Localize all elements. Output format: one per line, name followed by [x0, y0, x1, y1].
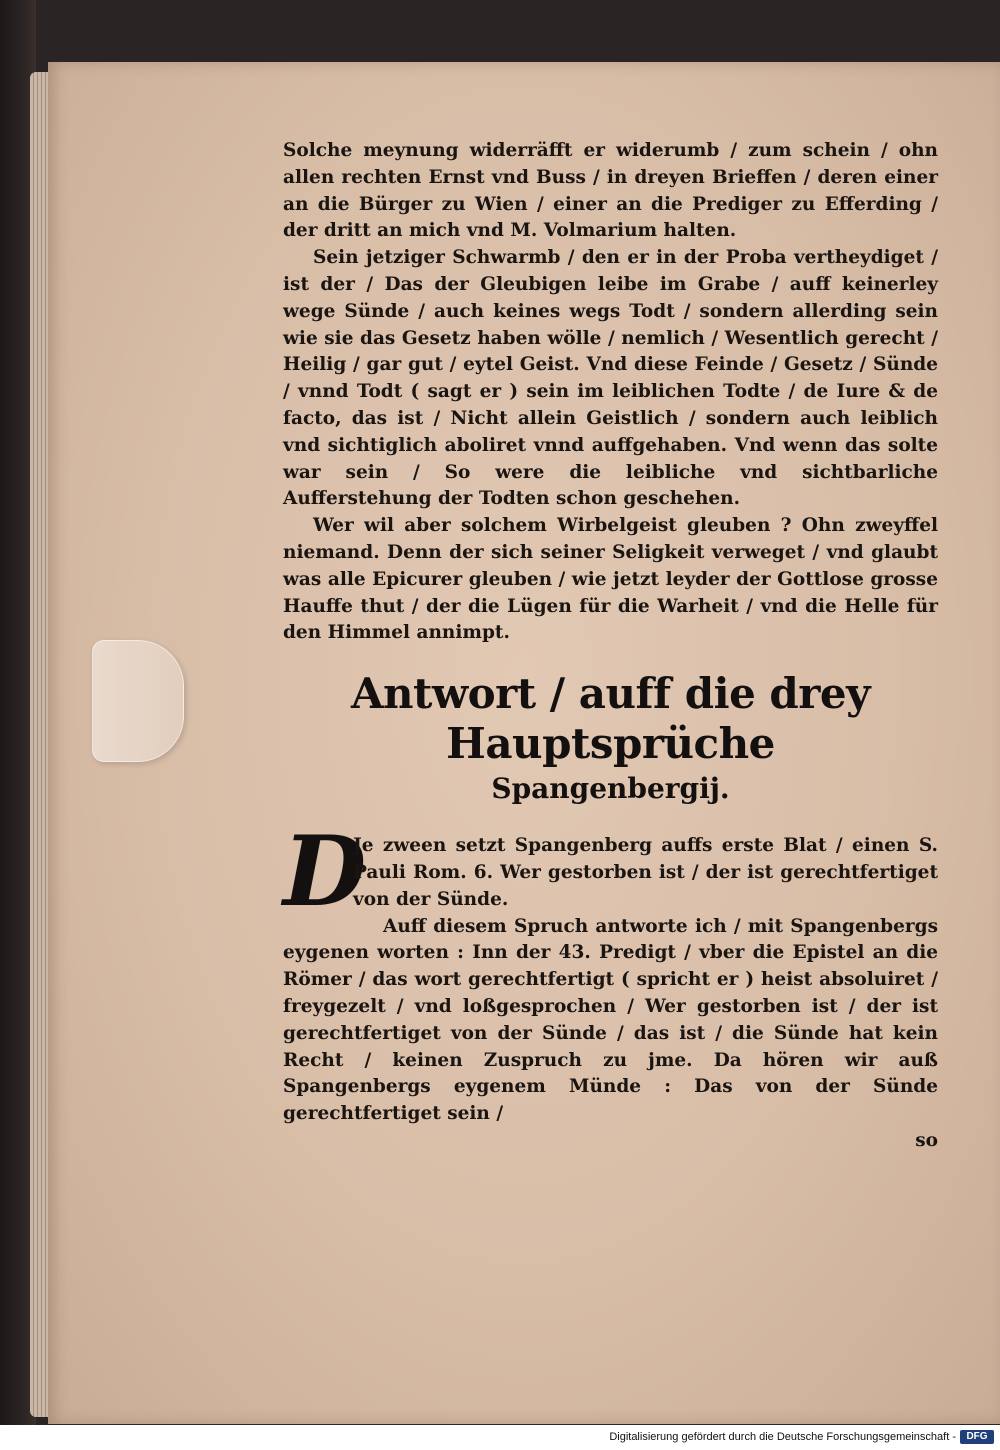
- footer-bar: [0, 1425, 1000, 1450]
- section-heading: [283, 669, 938, 807]
- paragraph-4: Je zween setzt Spangenberg auffs erste Blat / einen S. Pauli Rom. 6. Wer gestorben ist / der ist gerechtfertiget von der Sünde.: [353, 835, 938, 910]
- paragraph-1: Solche meynung widerräfft er widerumb / zum schein / ohn allen rechten Ernst vnd Buss / in dreyen Brieffen / deren einer an die Bürger zu Wien / einer an die Prediger zu Efferding / der dritt an mich vnd M. Volmarium halten.: [283, 140, 938, 242]
- page-clip: [92, 640, 184, 762]
- decorated-initial: D: [283, 815, 367, 929]
- dfg-logo: DFG: [960, 1430, 994, 1444]
- heading-line-2: Spangenbergij.: [491, 772, 730, 806]
- page-text: [283, 138, 938, 1155]
- paragraph-2: Sein jetziger Schwarmb / den er in der Proba vertheydiget / ist der / Das der Gleubigen leibe im Grabe / auff keinerley wege Sünde / auch keines wegs Todt / sondern allerding sein wie sie das Gesetz haben wölle / nemlich / Wesentlich gerecht / Heilig / gar gut / eytel Geist. Vnd diese Feinde / Gesetz / Sünde / vnnd Todt ( sagt er ) sein im leiblichen Todte / de Iure & de facto, das ist / Nicht allein Geistlich / sondern auch leiblich vnd sichtiglich aboliret vnnd auffgehaben. Vnd wenn das solte war sein / So were die leibliche vnd sichtbarliche Aufferstehung der Todten schon geschehen.: [283, 247, 938, 510]
- heading-line-1: Antwort / auff die drey Hauptsprüche: [350, 669, 871, 769]
- paragraph-5: Auff diesem Spruch antworte ich / mit Spangenbergs eygenen worten : Inn der 43. Predigt / vber die Epistel an die Römer / das wort gerechtfertigt ( spricht er ) heist absoluiret / freygezelt / vnd loßgesprochen / Wer gestorben ist / der ist gerechtfertiget von der Sünde / das ist / die Sünde hat kein Recht / keinen Zuspruch zu jme. Da hören wir auß Spangenbergs eygenem Münde : Das von der Sünde gerechtfertiget sein /: [283, 915, 938, 1125]
- section-body: [283, 815, 938, 1155]
- catchword: so: [915, 1129, 938, 1151]
- paragraph-3: Wer wil aber solchem Wirbelgeist gleuben ? Ohn zweyffel niemand. Denn der sich seiner Seligkeit verweget / vnd glaubt was alle Epicurer gleuben / wie jetzt leyder der Gottlose grosse Hauffe thut / der die Lügen für die Warheit / vnd die Helle für den Himmel annimpt.: [283, 515, 938, 644]
- footer-credit: Digitalisierung gefördert durch die Deutsche Forschungsgemeinschaft -: [609, 1431, 956, 1443]
